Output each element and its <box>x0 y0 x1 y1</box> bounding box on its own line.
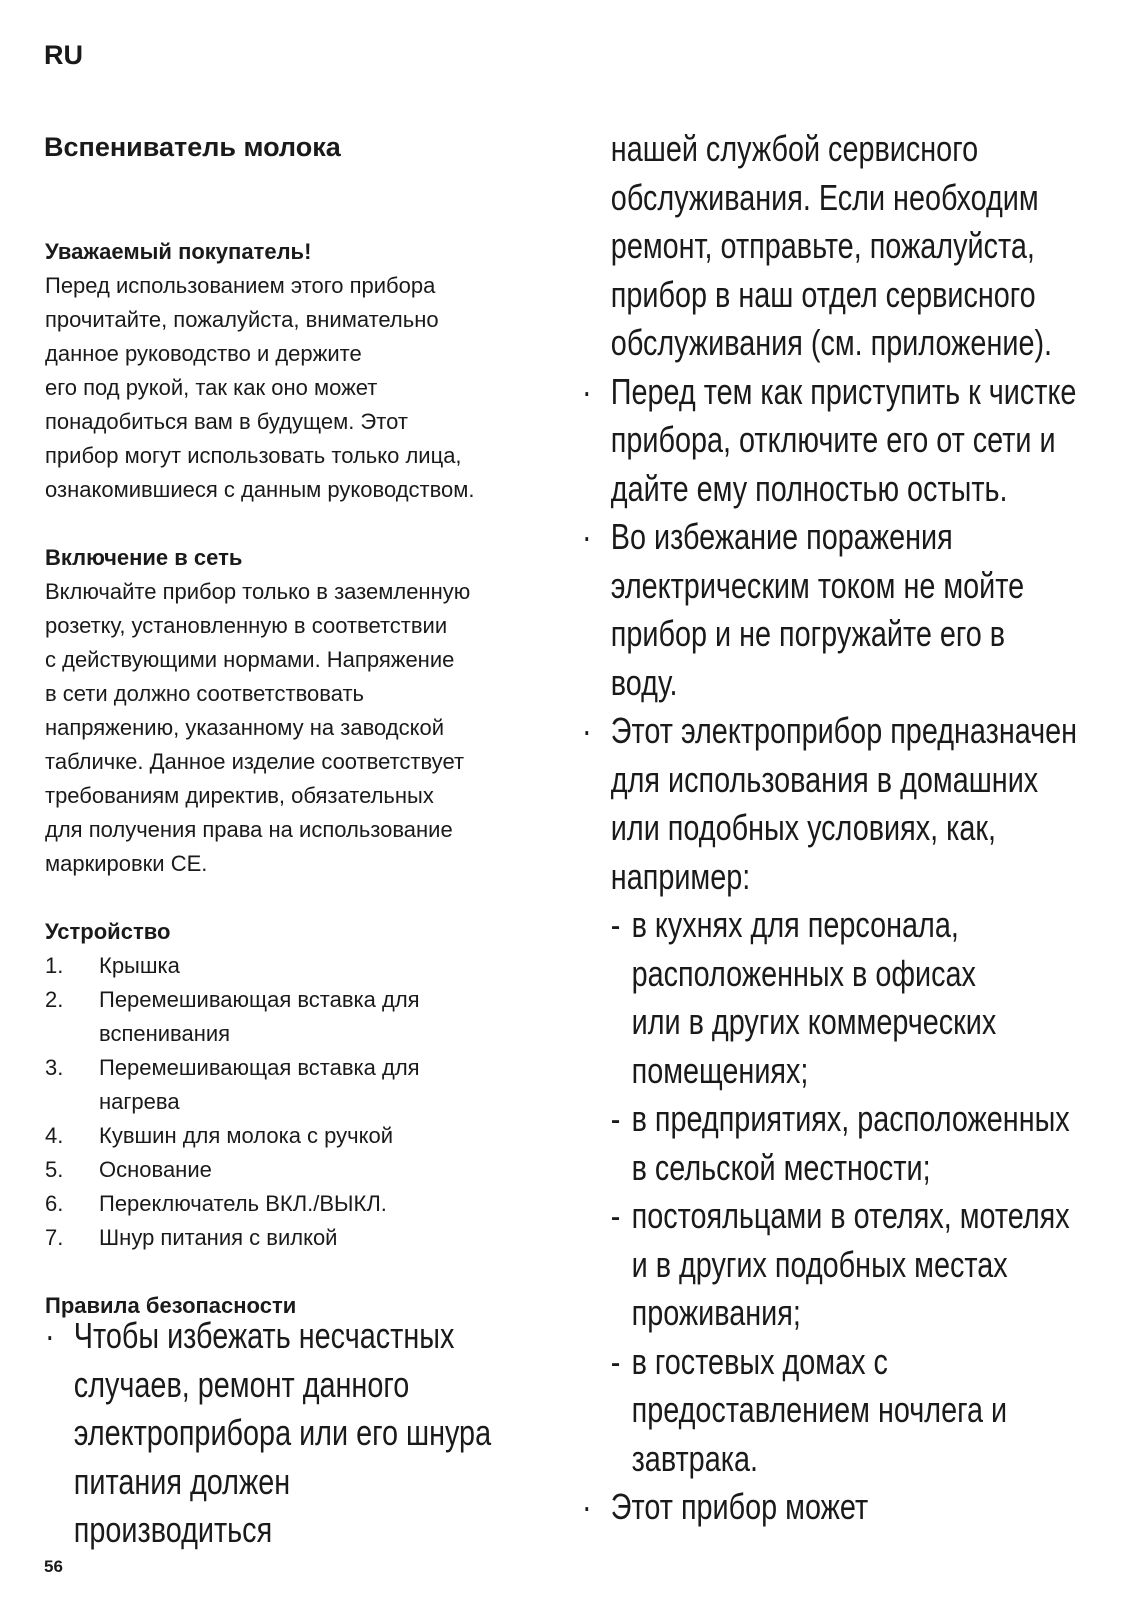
item-label: Шнур питания с вилкой <box>99 1225 338 1250</box>
bullet-icon: · <box>582 1486 592 1527</box>
safety-item-text: Чтобы избежать несчастных случаев, ремонт данного электроприбора или его шнура питания должен производиться <box>73 1315 492 1550</box>
dash-icon: - <box>610 1098 621 1139</box>
sub-item-text: в предприятиях, расположенных в сельской местности; <box>631 1098 1070 1188</box>
page-number: 56 <box>44 1557 63 1576</box>
right-column <box>582 125 1078 1532</box>
item-number: 7. <box>45 1225 64 1250</box>
bullet-icon: · <box>582 516 592 557</box>
left-column <box>45 235 545 1323</box>
list-item <box>45 1051 545 1119</box>
device-heading: Устройство <box>45 919 171 944</box>
safety-item-continuation: нашей службой сервисного обслуживания. Если необходим ремонт, отправьте, пожалуйста, прибор в наш отдел сервисного обслуживания (см. приложение). <box>610 128 1053 363</box>
item-label: Крышка <box>99 953 180 978</box>
list-item <box>45 1187 545 1221</box>
item-number: 3. <box>45 1055 64 1080</box>
page-title: Вспениватель молока <box>44 132 341 162</box>
safety-heading: Правила безопасности <box>45 1293 297 1318</box>
device-parts-list <box>45 949 545 1255</box>
sub-item-text: постояльцами в отелях, мотелях и в других подобных местах проживания; <box>631 1195 1070 1333</box>
list-item <box>45 1153 545 1187</box>
item-label: Основание <box>99 1157 212 1182</box>
item-number: 1. <box>45 953 64 978</box>
safety-item <box>582 368 1078 514</box>
safety-left-block <box>45 1312 493 1555</box>
bullet-icon: · <box>582 710 592 751</box>
list-item <box>45 1119 545 1153</box>
item-label: Перемешивающая вставка для нагрева <box>99 1055 420 1114</box>
item-label: Переключатель ВКЛ./ВЫКЛ. <box>99 1191 387 1216</box>
language-code: RU <box>44 40 83 70</box>
safety-sub-item <box>582 1095 1078 1192</box>
power-heading: Включение в сеть <box>45 545 243 570</box>
safety-item <box>45 1312 493 1555</box>
safety-item <box>582 707 1078 901</box>
dash-icon: - <box>610 1340 621 1382</box>
intro-text: Перед использованием этого прибора прочитайте, пожалуйста, внимательно данное руководство и держите его под рукой, так как оно может понадобиться вам в будущем. Этот прибор могут использовать только лица, ознакомившиеся с данным руководством. <box>45 273 475 502</box>
item-number: 2. <box>45 987 64 1012</box>
bullet-icon: · <box>582 370 592 412</box>
safety-item-text: Этот электроприбор предназначен для использования в домашних или подобных условиях, как, например: <box>610 710 1078 897</box>
item-number: 4. <box>45 1123 64 1148</box>
list-item <box>45 1221 545 1255</box>
safety-item-text: Этот прибор может <box>610 1486 869 1527</box>
safety-sub-item <box>582 1192 1078 1338</box>
dash-icon: - <box>610 1195 621 1236</box>
safety-sub-item <box>582 1338 1078 1484</box>
dash-icon: - <box>610 904 621 945</box>
item-number: 5. <box>45 1157 64 1182</box>
power-text: Включайте прибор только в заземленную розетку, установленную в соответствии с действующими нормами. Напряжение в сети должно соответствовать напряжению, указанному на заводской табличке. Данное изделие соответствует требованиям директив, обязательных для получения права на использование маркировки CE. <box>45 579 471 876</box>
sub-item-text: в гостевых домах с предоставлением ночлега и завтрака. <box>631 1340 1008 1479</box>
safety-item-text: Перед тем как приступить к чистке прибора, отключите его от сети и дайте ему полностью остыть. <box>610 370 1077 509</box>
item-label: Перемешивающая вставка для вспенивания <box>99 987 420 1046</box>
safety-sub-item <box>582 901 1078 1095</box>
item-label: Кувшин для молока с ручкой <box>99 1123 394 1148</box>
safety-item <box>582 513 1078 707</box>
bullet-icon: · <box>45 1315 55 1356</box>
item-number: 6. <box>45 1191 64 1216</box>
sub-item-text: в кухнях для персонала, расположенных в офисах или в других коммерческих помещениях; <box>631 904 997 1091</box>
safety-item <box>582 1483 1078 1532</box>
list-item <box>45 949 545 983</box>
intro-heading: Уважаемый покупатель! <box>45 239 312 264</box>
list-item <box>45 983 545 1051</box>
safety-item-text: Во избежание поражения электрическим током не мойте прибор и не погружайте его в воду. <box>610 516 1025 703</box>
